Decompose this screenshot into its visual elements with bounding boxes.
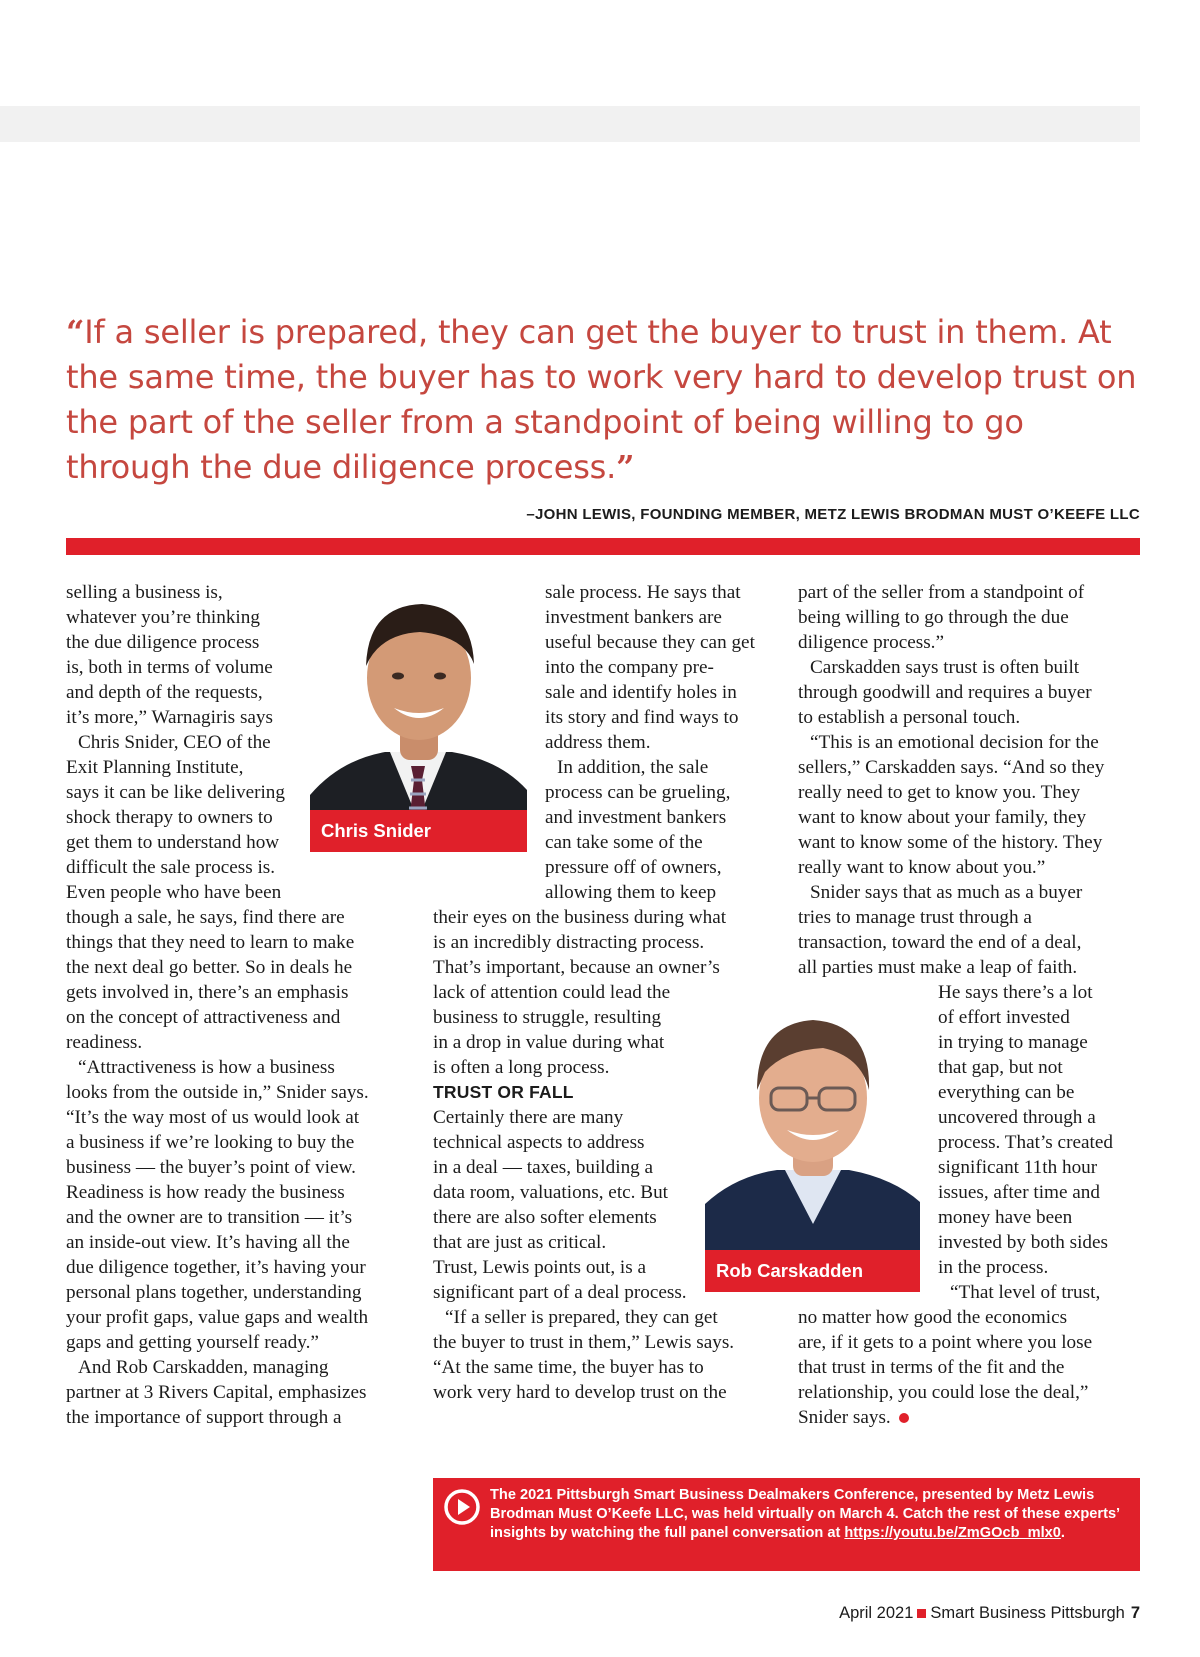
article-line: “At the same time, the buyer has to bbox=[433, 1357, 704, 1378]
issue-date: April 2021 bbox=[839, 1604, 914, 1622]
article-line: lack of attention could lead the bbox=[433, 982, 671, 1003]
article-line: “It’s the way most of us would look at bbox=[66, 1107, 360, 1128]
article-line: can take some of the bbox=[545, 832, 703, 853]
article-line: tries to manage trust through a bbox=[798, 907, 1032, 928]
article-line: in the process. bbox=[938, 1257, 1049, 1278]
article-line: though a sale, he says, find there are bbox=[66, 907, 345, 928]
article-line: are, if it gets to a point where you lose bbox=[798, 1332, 1093, 1353]
article-line: readiness. bbox=[66, 1032, 143, 1053]
article-line: the importance of support through a bbox=[66, 1407, 342, 1428]
article-column-3-bottom bbox=[798, 1305, 1143, 1430]
chris-snider-caption: Chris Snider bbox=[310, 810, 527, 852]
article-line: a business if we’re looking to buy the bbox=[66, 1132, 355, 1153]
article-line: significant part of a deal process. bbox=[433, 1282, 687, 1303]
article-line: and the owner are to transition — it’s bbox=[66, 1207, 353, 1228]
article-line: Even people who have been bbox=[66, 882, 282, 903]
article-line: want to know about your family, they bbox=[798, 807, 1087, 828]
section-subhead: TRUST OR FALL bbox=[433, 1082, 574, 1102]
article-line: sellers,” Carskadden says. “And so they bbox=[798, 757, 1105, 778]
article-line: an inside-out view. It’s having all the bbox=[66, 1232, 350, 1253]
article-line: being willing to go through the due bbox=[798, 607, 1069, 628]
video-promo-box bbox=[433, 1478, 1140, 1571]
article-line: useful because they can get bbox=[545, 632, 755, 653]
article-line: In addition, the sale bbox=[557, 757, 709, 778]
article-line: Snider says that as much as a buyer bbox=[810, 882, 1083, 903]
play-icon[interactable] bbox=[443, 1488, 481, 1526]
article-line: Snider says. bbox=[798, 1405, 1143, 1430]
article-line: really want to know about you.” bbox=[798, 857, 1046, 878]
red-divider-bar bbox=[66, 538, 1140, 555]
article-line: in a deal — taxes, building a bbox=[433, 1157, 654, 1178]
article-line: “This is an emotional decision for the bbox=[810, 732, 1099, 753]
article-line: business to struggle, resulting bbox=[433, 1007, 662, 1028]
article-line: says it can be like delivering bbox=[66, 782, 285, 803]
article-line: into the company pre- bbox=[545, 657, 714, 678]
article-column-2-top bbox=[545, 580, 765, 905]
article-line: money have been bbox=[938, 1207, 1073, 1228]
rob-carskadden-caption: Rob Carskadden bbox=[705, 1250, 920, 1292]
youtube-link[interactable]: https://youtu.be/ZmGOcb_mlx0 bbox=[844, 1525, 1061, 1541]
article-line: work very hard to develop trust on the bbox=[433, 1382, 727, 1403]
article-line: everything can be bbox=[938, 1082, 1075, 1103]
article-line: sale process. He says that bbox=[545, 582, 741, 603]
article-line: partner at 3 Rivers Capital, emphasizes bbox=[66, 1382, 367, 1403]
article-line: selling a business is, bbox=[66, 582, 223, 603]
article-line: is an incredibly distracting process. bbox=[433, 932, 705, 953]
article-line: all parties must make a leap of faith. bbox=[798, 957, 1078, 978]
article-line: that are just as critical. bbox=[433, 1232, 607, 1253]
article-line: invested by both sides bbox=[938, 1232, 1109, 1253]
article-line: in trying to manage bbox=[938, 1032, 1088, 1053]
article-line: the next deal go better. So in deals he bbox=[66, 957, 353, 978]
article-column-3-narrow bbox=[938, 980, 1143, 1305]
article-line: relationship, you could lose the deal,” bbox=[798, 1382, 1089, 1403]
article-line: there are also softer elements bbox=[433, 1207, 657, 1228]
article-line: process can be grueling, bbox=[545, 782, 731, 803]
article-line: the buyer to trust in them,” Lewis says. bbox=[433, 1332, 735, 1353]
article-line: really need to get to know you. They bbox=[798, 782, 1081, 803]
page-footer bbox=[839, 1604, 1140, 1623]
publication-name: Smart Business Pittsburgh bbox=[930, 1604, 1125, 1622]
article-line: transaction, toward the end of a deal, bbox=[798, 932, 1082, 953]
article-line: personal plans together, understanding bbox=[66, 1282, 362, 1303]
article-line: uncovered through a bbox=[938, 1107, 1096, 1128]
article-line: gaps and getting yourself ready.” bbox=[66, 1332, 319, 1353]
article-line: allowing them to keep bbox=[545, 882, 717, 903]
open-quote-mark: “ bbox=[66, 313, 85, 351]
article-line: business — the buyer’s point of view. bbox=[66, 1157, 356, 1178]
article-line: that trust in terms of the fit and the bbox=[798, 1357, 1065, 1378]
article-line: data room, valuations, etc. But bbox=[433, 1182, 668, 1203]
article-line: through goodwill and requires a buyer bbox=[798, 682, 1092, 703]
top-gray-band bbox=[0, 106, 1140, 142]
article-line: it’s more,” Warnagiris says bbox=[66, 707, 273, 728]
article-line: Carskadden says trust is often built bbox=[810, 657, 1080, 678]
article-line: your profit gaps, value gaps and wealth bbox=[66, 1307, 369, 1328]
pull-quote bbox=[66, 310, 1146, 490]
article-line: Certainly there are many bbox=[433, 1107, 624, 1128]
article-line: no matter how good the economics bbox=[798, 1307, 1068, 1328]
article-line: “That level of trust, bbox=[950, 1282, 1101, 1303]
close-quote-mark: ” bbox=[616, 448, 635, 486]
quote-attribution: –JOHN LEWIS, FOUNDING MEMBER, METZ LEWIS BRODMAN MUST O’KEEFE LLC bbox=[526, 506, 1140, 523]
footer-square-icon bbox=[917, 1609, 926, 1618]
article-line: address them. bbox=[545, 732, 651, 753]
article-line: to establish a personal touch. bbox=[798, 707, 1021, 728]
promo-text bbox=[490, 1486, 1120, 1543]
article-line: process. That’s created bbox=[938, 1132, 1113, 1153]
article-line: whatever you’re thinking bbox=[66, 607, 260, 628]
pull-quote-text: If a seller is prepared, they can get the buyer to trust in them. At the same time, the buyer has to work very hard to develop trust on the part of the seller from a standpoint of being willing to go through the due diligence process. bbox=[66, 313, 1137, 486]
page-number: 7 bbox=[1130, 1604, 1140, 1622]
article-line: technical aspects to address bbox=[433, 1132, 645, 1153]
article-line: investment bankers are bbox=[545, 607, 722, 628]
article-line: of effort invested bbox=[938, 1007, 1070, 1028]
article-line: part of the seller from a standpoint of bbox=[798, 582, 1085, 603]
article-line: that gap, but not bbox=[938, 1057, 1063, 1078]
promo-body: The 2021 Pittsburgh Smart Business Dealmakers Conference, presented by Metz Lewis Brodman Must O’Keefe LLC, was held virtually on March 4. Catch the rest of these experts’ insights by watching the full panel conversation at bbox=[490, 1487, 1120, 1541]
article-line: “Attractiveness is how a business bbox=[78, 1057, 335, 1078]
article-line: looks from the outside in,” Snider says. bbox=[66, 1082, 369, 1103]
article-line: get them to understand how bbox=[66, 832, 280, 853]
article-line: want to know some of the history. They bbox=[798, 832, 1103, 853]
article-line: He says there’s a lot bbox=[938, 982, 1093, 1003]
article-line: difficult the sale process is. bbox=[66, 857, 276, 878]
article-line: is often a long process. bbox=[433, 1057, 610, 1078]
article-line: gets involved in, there’s an emphasis bbox=[66, 982, 349, 1003]
article-line: and depth of the requests, bbox=[66, 682, 263, 703]
end-bullet-icon bbox=[899, 1413, 909, 1423]
portrait-illustration bbox=[705, 998, 920, 1260]
article-line: in a drop in value during what bbox=[433, 1032, 665, 1053]
article-line: “If a seller is prepared, they can get bbox=[445, 1307, 718, 1328]
article-line: the due diligence process bbox=[66, 632, 260, 653]
article-line: pressure off of owners, bbox=[545, 857, 722, 878]
article-line: Chris Snider, CEO of the bbox=[78, 732, 271, 753]
article-line: on the concept of attractiveness and bbox=[66, 1007, 341, 1028]
article-line: Trust, Lewis points out, is a bbox=[433, 1257, 647, 1278]
article-line: significant 11th hour bbox=[938, 1157, 1098, 1178]
article-line: shock therapy to owners to bbox=[66, 807, 273, 828]
promo-end: . bbox=[1060, 1525, 1065, 1541]
article-line: issues, after time and bbox=[938, 1182, 1100, 1203]
article-line: diligence process.” bbox=[798, 632, 944, 653]
article-line: due diligence together, it’s having your bbox=[66, 1257, 366, 1278]
article-column-3-top bbox=[798, 580, 1143, 980]
article-line: is, both in terms of volume bbox=[66, 657, 273, 678]
article-line: and investment bankers bbox=[545, 807, 727, 828]
article-line: That’s important, because an owner’s bbox=[433, 957, 720, 978]
article-line: sale and identify holes in bbox=[545, 682, 737, 703]
article-line: things that they need to learn to make bbox=[66, 932, 355, 953]
article-line: And Rob Carskadden, managing bbox=[78, 1357, 329, 1378]
closing-text bbox=[798, 1305, 1143, 1430]
article-line: their eyes on the business during what bbox=[433, 907, 727, 928]
article-line: Exit Planning Institute, bbox=[66, 757, 244, 778]
article-line: Readiness is how ready the business bbox=[66, 1182, 345, 1203]
article-line: its story and find ways to bbox=[545, 707, 739, 728]
rob-carskadden-photo bbox=[705, 998, 920, 1260]
